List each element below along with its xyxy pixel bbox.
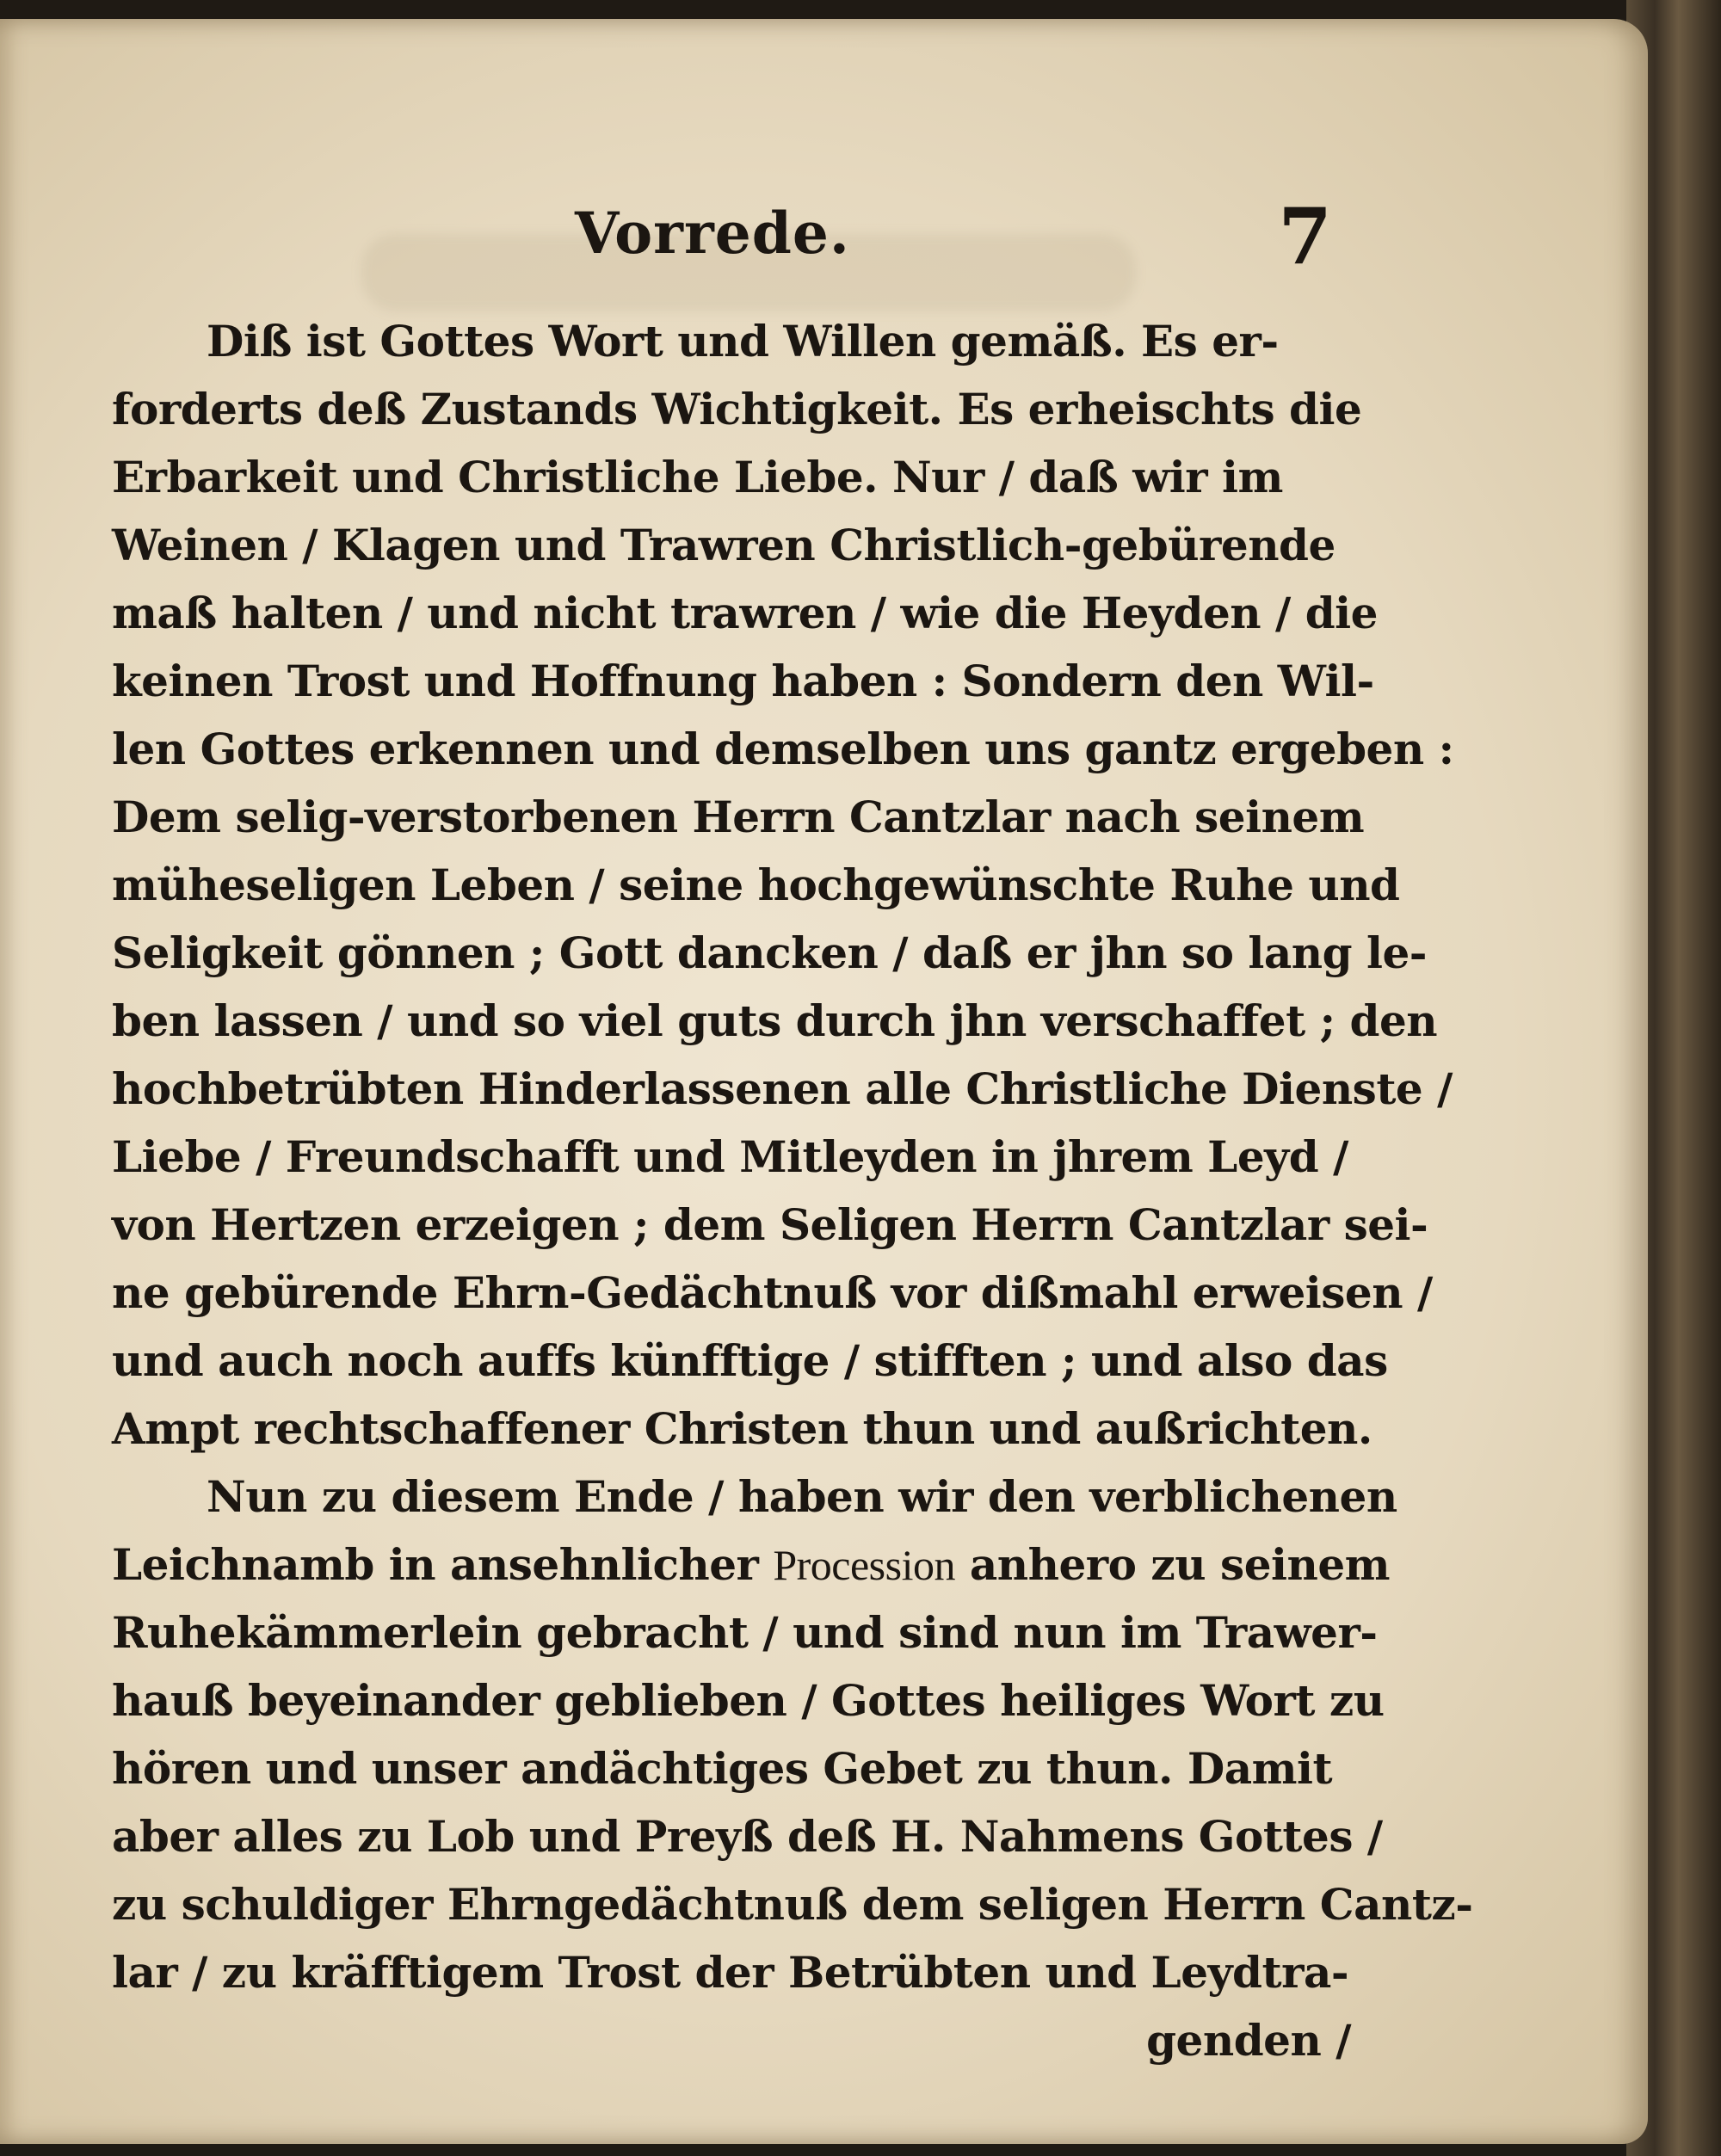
text-line: Erbarkeit und Christliche Liebe. Nur / daß wir im [112, 452, 1283, 502]
paper-page [0, 19, 1648, 2144]
text-line: aber alles zu Lob und Preyß deß H. Nahmens Gottes / [112, 1811, 1383, 1862]
text-line: ben lassen / und so viel guts durch jhn verschaffet ; den [112, 995, 1438, 1046]
body-text [112, 307, 1473, 2074]
text-line: Nun zu diesem Ende / haben wir den verblichenen [207, 1471, 1397, 1522]
text-line: zu schuldiger Ehrngedächtnuß dem seligen Herrn Cantz- [112, 1879, 1473, 1930]
text-line [112, 1531, 1391, 1599]
text-line: Weinen / Klagen und Trawren Christlich-gebürende [112, 520, 1335, 570]
text-line: len Gottes erkennen und demselben uns gantz ergeben : [112, 724, 1454, 774]
page-number: 7 [1278, 191, 1332, 282]
text-line: maß halten / und nicht trawren / wie die Heyden / die [112, 588, 1378, 638]
text-line: hauß beyeinander geblieben / Gottes heiliges Wort zu [112, 1675, 1385, 1726]
page-header [575, 191, 1332, 286]
text-line: Diß ist Gottes Wort und Willen gemäß. Es er- [207, 316, 1279, 367]
running-head: Vorrede. [575, 200, 850, 267]
text-line: forderts deß Zustands Wichtigkeit. Es erheischts die [112, 384, 1362, 434]
text-segment: anhero zu seinem [954, 1539, 1391, 1590]
text-line: und auch noch auffs künfftige / stifften ; und also das [112, 1335, 1388, 1386]
catchword: genden / [1146, 2015, 1351, 2066]
text-line: müheseligen Leben / seine hochgewünschte Ruhe und [112, 859, 1400, 910]
text-line: Dem selig-verstorbenen Herrn Cantzlar nach seinem [112, 792, 1365, 842]
text-line: hören und unser andächtiges Gebet zu thun. Damit [112, 1743, 1333, 1794]
text-line: Seligkeit gönnen ; Gott dancken / daß er jhn so lang le- [112, 927, 1428, 978]
text-segment: Leichnamb in ansehnlicher [112, 1539, 774, 1590]
text-line: hochbetrübten Hinderlassenen alle Christliche Dienste / [112, 1063, 1453, 1114]
text-line: ne gebürende Ehrn-Gedächtnuß vor dißmahl erweisen / [112, 1267, 1433, 1318]
text-line: Ruhekämmerlein gebracht / und sind nun im Trawer- [112, 1607, 1378, 1658]
text-line: Ampt rechtschaffener Christen thun und außrichten. [112, 1403, 1372, 1454]
text-line: von Hertzen erzeigen ; dem Seligen Herrn Cantzlar sei- [112, 1199, 1428, 1250]
text-line: lar / zu kräfftigem Trost der Betrübten und Leydtra- [112, 1947, 1349, 1998]
antiqua-word: Procession [773, 1541, 955, 1589]
text-line: keinen Trost und Hoffnung haben : Sondern den Wil- [112, 656, 1374, 706]
text-line: Liebe / Freundschafft und Mitleyden in jhrem Leyd / [112, 1131, 1348, 1182]
